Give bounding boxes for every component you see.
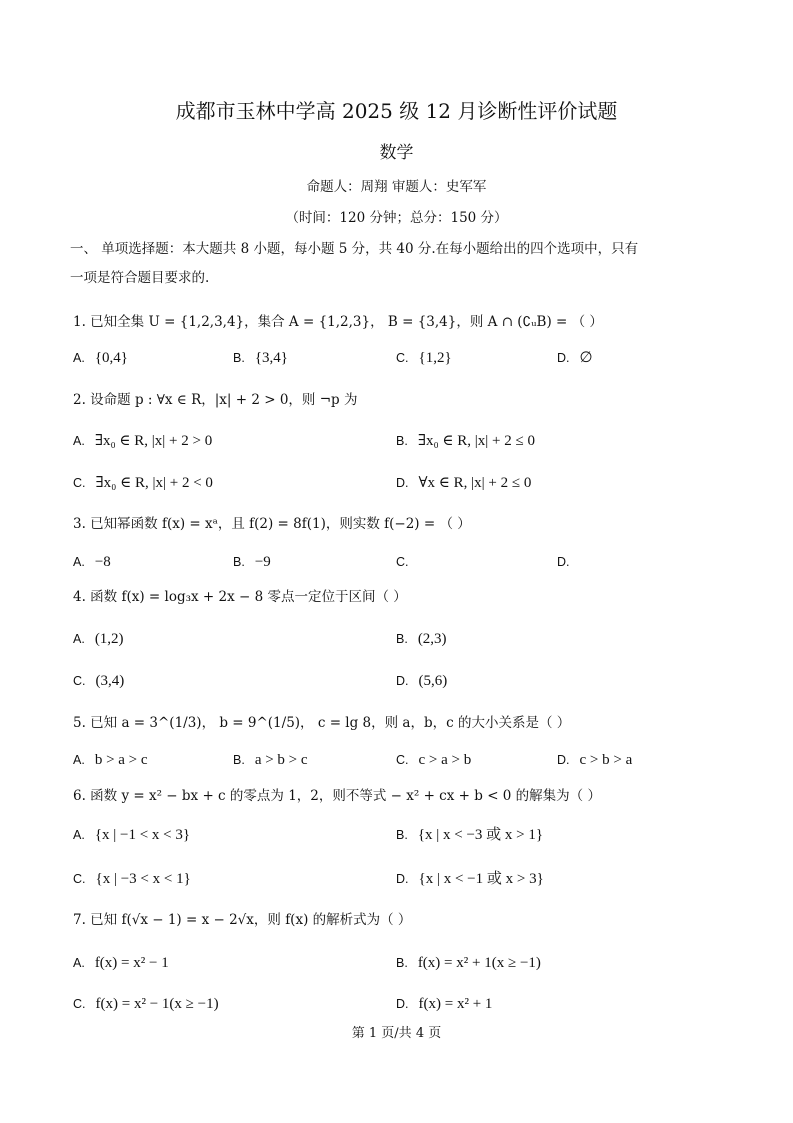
option-label: D. [396, 674, 409, 688]
authors-line: 命题人：周翔 审题人：史军军 [306, 179, 487, 195]
option-value: {x | −1 < x < 3} [94, 827, 191, 843]
option-value: b > a > c [94, 752, 148, 768]
question-7-option-d [396, 994, 492, 1014]
option-value: f(x) = x² − 1(x ≥ −1) [95, 996, 219, 1012]
question-4-option-a [73, 629, 124, 649]
question-7-option-c [73, 994, 219, 1014]
question-4-option-c [73, 671, 124, 691]
option-value: f(x) = x² − 1 [94, 955, 169, 971]
option-label: C. [396, 351, 409, 365]
option-value: ∃x₀ ∈ R, |x| + 2 ≤ 0 [417, 433, 535, 449]
option-label: A. [73, 434, 85, 448]
option-label: D. [396, 997, 409, 1011]
question-2-option-a [73, 431, 212, 451]
question-6-option-a [73, 825, 190, 845]
option-label: D. [396, 476, 409, 490]
question-3-stem: 3. 已知幂函数 f(x) = xᵃ，且 f(2) = 8f(1)，则实数 f(−2) = （ ） [73, 516, 471, 532]
question-3-option-d [557, 552, 580, 572]
question-4-stem: 4. 函数 f(x) = log₃x + 2x − 8 零点一定位于区间（ ） [73, 589, 407, 605]
option-value: ∅ [579, 350, 593, 366]
question-7-stem: 7. 已知 f(√x − 1) = x − 2√x，则 f(x) 的解析式为（ ） [73, 912, 412, 928]
question-6-option-b [396, 825, 543, 845]
page-footer: 第 1 页/共 4 页 [351, 1026, 442, 1041]
question-6-stem: 6. 函数 y = x² − bx + c 的零点为 1，2，则不等式 − x² + cx + b < 0 的解集为（ ） [73, 788, 601, 804]
option-value: −9 [254, 554, 271, 570]
question-5-stem: 5. 已知 a = 3^(1/3)， b = 9^(1/5)， c = lg 8，则 a，b，c 的大小关系是（ ） [73, 715, 571, 731]
question-1-stem: 1. 已知全集 U = {1,2,3,4}，集合 A = {1,2,3}， B = {3,4}，则 A ∩ (∁ᵤB) = （ ） [73, 314, 603, 330]
option-label: A. [73, 555, 85, 569]
option-label: B. [396, 434, 408, 448]
option-value: {0,4} [94, 350, 128, 366]
question-5-option-a [73, 750, 148, 770]
question-3-option-a [73, 552, 111, 572]
option-label: B. [233, 753, 245, 767]
exam-title: 成都市玉林中学高 2025 级 12 月诊断性评价试题 [175, 99, 618, 123]
question-5-option-b [233, 750, 308, 770]
option-value: c > b > a [579, 752, 633, 768]
question-7-option-b [396, 953, 541, 973]
option-value: {3,4} [254, 350, 288, 366]
question-5-option-d [557, 750, 632, 770]
option-value: −8 [94, 554, 111, 570]
question-1-option-d [557, 348, 593, 368]
option-value: ∀x ∈ R, |x| + 2 ≤ 0 [418, 475, 532, 491]
section-heading-line1: 一、 单项选择题：本大题共 8 小题，每小题 5 分，共 40 分.在每小题给出的四个选项中，只有 [70, 241, 639, 257]
question-1-option-c [396, 348, 452, 368]
option-label: D. [557, 351, 570, 365]
option-label: D. [396, 872, 409, 886]
question-2-option-b [396, 431, 535, 451]
option-label: B. [233, 351, 245, 365]
option-value: f(x) = x² + 1 [418, 996, 493, 1012]
option-label: C. [396, 555, 409, 569]
option-value: (3,4) [95, 673, 125, 689]
option-value: (5,6) [418, 673, 448, 689]
question-7-option-a [73, 953, 169, 973]
question-5-option-c [396, 750, 471, 770]
option-value: ∃x₀ ∈ R, |x| + 2 > 0 [94, 433, 213, 449]
option-value: f(x) = x² + 1(x ≥ −1) [417, 955, 541, 971]
option-value: (2,3) [417, 631, 447, 647]
option-value: {x | x < −1 或 x > 3} [418, 871, 544, 887]
question-1-option-a [73, 348, 128, 368]
option-label: A. [73, 632, 85, 646]
option-label: C. [73, 872, 86, 886]
option-label: B. [396, 632, 408, 646]
question-2-option-d [396, 473, 531, 493]
subject-title: 数学 [379, 143, 414, 163]
option-value: {x | −3 < x < 1} [95, 871, 191, 887]
option-label: D. [557, 555, 570, 569]
option-value: {x | x < −3 或 x > 1} [417, 827, 544, 843]
option-value: c > a > b [418, 752, 472, 768]
option-label: B. [396, 828, 408, 842]
question-1-option-b [233, 348, 288, 368]
option-label: C. [396, 753, 409, 767]
option-label: A. [73, 828, 85, 842]
option-label: A. [73, 753, 85, 767]
question-4-option-b [396, 629, 447, 649]
question-3-option-c [396, 552, 419, 572]
option-label: C. [73, 476, 86, 490]
question-2-stem: 2. 设命题 p : ∀x ∈ R，|x| + 2 > 0，则 ¬p 为 [73, 392, 358, 408]
option-label: C. [73, 674, 86, 688]
option-value: a > b > c [254, 752, 308, 768]
option-label: A. [73, 351, 85, 365]
question-2-option-c [73, 473, 213, 493]
option-label: A. [73, 956, 85, 970]
option-label: B. [233, 555, 245, 569]
time-info: （时间：120 分钟；总分：150 分） [285, 210, 508, 226]
option-label: B. [396, 956, 408, 970]
question-6-option-c [73, 869, 191, 889]
option-value: ∃x₀ ∈ R, |x| + 2 < 0 [95, 475, 213, 491]
question-6-option-d [396, 869, 544, 889]
option-label: D. [557, 753, 570, 767]
section-heading-line2: 一项是符合题目要求的. [70, 270, 210, 286]
option-value: {1,2} [418, 350, 452, 366]
question-3-option-b [233, 552, 271, 572]
question-4-option-d [396, 671, 447, 691]
option-label: C. [73, 997, 86, 1011]
option-value: (1,2) [94, 631, 124, 647]
